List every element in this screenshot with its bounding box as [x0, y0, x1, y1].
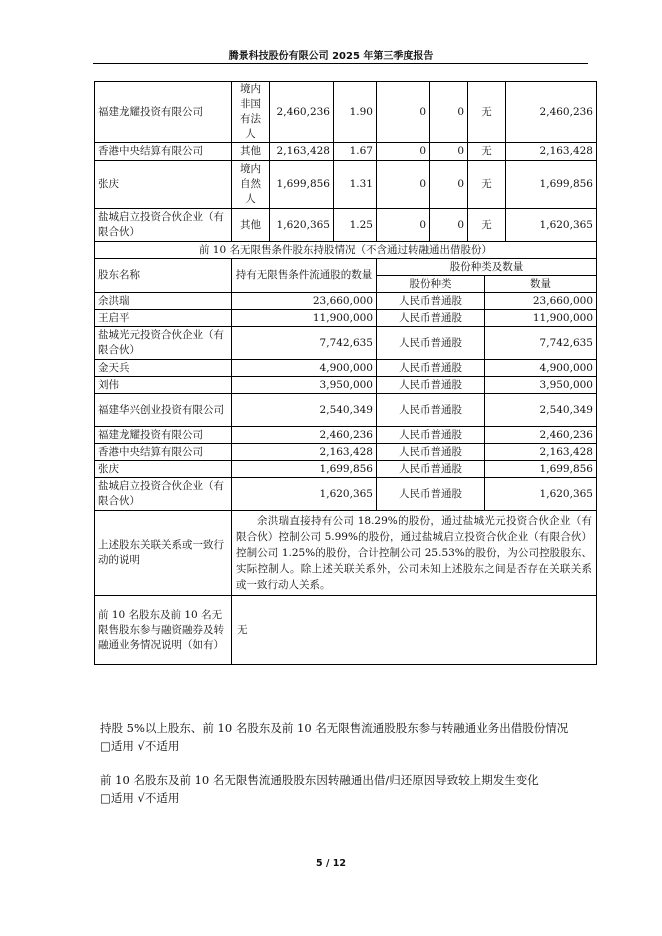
unrestricted-type-qty: 1,699,856 — [485, 461, 597, 478]
unrestricted-row — [95, 310, 597, 327]
unrestricted-type: 人民币普通股 — [377, 377, 485, 394]
shareholder-table — [94, 81, 597, 665]
top10-shares: 2,163,428 — [270, 143, 334, 161]
unrestricted-name: 盐城光元投资合伙企业（有限合伙） — [95, 327, 232, 360]
unrestricted-type: 人民币普通股 — [377, 461, 485, 478]
top10-pledged: 0 — [430, 143, 468, 161]
unrestricted-qty: 3,950,000 — [232, 377, 377, 394]
top10-row — [95, 161, 597, 209]
unrestricted-qty: 23,660,000 — [232, 293, 377, 310]
unrestricted-type: 人民币普通股 — [377, 327, 485, 360]
unrestricted-qty: 2,540,349 — [232, 394, 377, 427]
top10-status-qty: 2,460,236 — [506, 82, 597, 143]
top10-name: 香港中央结算有限公司 — [95, 143, 232, 161]
margin-row — [95, 596, 597, 665]
unrestricted-type-qty: 3,950,000 — [485, 377, 597, 394]
unrestricted-name: 金天兵 — [95, 360, 232, 377]
unrestricted-qty: 1,620,365 — [232, 478, 377, 511]
top10-restricted: 0 — [377, 209, 430, 242]
unrestricted-type-qty: 4,900,000 — [485, 360, 597, 377]
top10-nature: 其他 — [232, 209, 270, 242]
unrestricted-name: 香港中央结算有限公司 — [95, 444, 232, 461]
col-header-type-qty: 数量 — [485, 276, 597, 293]
note-change-text: 前 10 名股东及前 10 名无限售流通股股东因转融通出借/归还原因导致较上期发生变化 — [100, 773, 539, 787]
top10-status-qty: 1,699,856 — [506, 161, 597, 209]
unrestricted-qty: 4,900,000 — [232, 360, 377, 377]
col-header-name: 股东名称 — [95, 259, 232, 293]
unrestricted-row — [95, 327, 597, 360]
unrestricted-name: 刘伟 — [95, 377, 232, 394]
unrestricted-type-qty: 23,660,000 — [485, 293, 597, 310]
relation-text: 余洪瑞直接持有公司 18.29%的股份，通过盐城光元投资合伙企业（有限合伙）控制公司 5.99%的股份，通过盐城启立投资合伙企业（有限合伙）控制公司 1.25%的股份，合计控制公司 25.53%的股份，为公司控股股东、实际控制人。除上述关联关系外，公司未知上述股东之间是否存在关联关系或一致行动人关系。 — [232, 511, 597, 596]
unrestricted-type: 人民币普通股 — [377, 427, 485, 444]
unrestricted-type-qty: 11,900,000 — [485, 310, 597, 327]
unrestricted-row — [95, 444, 597, 461]
relation-label: 上述股东关联关系或一致行动的说明 — [95, 511, 232, 596]
unrestricted-type-qty: 2,460,236 — [485, 427, 597, 444]
top10-pledged: 0 — [430, 161, 468, 209]
unrestricted-qty: 2,460,236 — [232, 427, 377, 444]
margin-value: 无 — [232, 596, 597, 665]
top10-status: 无 — [468, 209, 506, 242]
unrestricted-type: 人民币普通股 — [377, 293, 485, 310]
unrestricted-name: 盐城启立投资合伙企业（有限合伙） — [95, 478, 232, 511]
top10-status-qty: 2,163,428 — [506, 143, 597, 161]
unrestricted-name: 王启平 — [95, 310, 232, 327]
unrestricted-qty: 7,742,635 — [232, 327, 377, 360]
col-header-qty: 持有无限售条件流通股的数量 — [232, 259, 377, 293]
top10-name: 盐城启立投资合伙企业（有限合伙） — [95, 209, 232, 242]
top10-nature: 其他 — [232, 143, 270, 161]
top10-restricted: 0 — [377, 161, 430, 209]
top10-name: 福建龙耀投资有限公司 — [95, 82, 232, 143]
note-lending-text: 持股 5%以上股东、前 10 名股东及前 10 名无限售流通股股东参与转融通业务出借股份情况 — [100, 721, 569, 735]
unrestricted-type-qty: 2,163,428 — [485, 444, 597, 461]
top10-row — [95, 82, 597, 143]
top10-status: 无 — [468, 143, 506, 161]
top10-ratio: 1.31 — [334, 161, 377, 209]
unrestricted-section-title-row — [95, 242, 597, 259]
top10-ratio: 1.67 — [334, 143, 377, 161]
unrestricted-row — [95, 360, 597, 377]
unrestricted-type-qty: 7,742,635 — [485, 327, 597, 360]
unrestricted-qty: 1,699,856 — [232, 461, 377, 478]
unrestricted-row — [95, 377, 597, 394]
unrestricted-row — [95, 293, 597, 310]
unrestricted-row — [95, 427, 597, 444]
top10-row — [95, 143, 597, 161]
top10-ratio: 1.90 — [334, 82, 377, 143]
top10-row — [95, 209, 597, 242]
top10-pledged: 0 — [430, 82, 468, 143]
top10-shares: 2,460,236 — [270, 82, 334, 143]
top10-nature: 境内自然人 — [232, 161, 270, 209]
unrestricted-row — [95, 461, 597, 478]
top10-name: 张庆 — [95, 161, 232, 209]
unrestricted-name: 张庆 — [95, 461, 232, 478]
top10-shares: 1,699,856 — [270, 161, 334, 209]
unrestricted-qty: 11,900,000 — [232, 310, 377, 327]
top10-status-qty: 1,620,365 — [506, 209, 597, 242]
page-number: 5 / 12 — [316, 858, 346, 869]
unrestricted-type: 人民币普通股 — [377, 394, 485, 427]
unrestricted-header-row — [95, 259, 597, 276]
unrestricted-name: 福建龙耀投资有限公司 — [95, 427, 232, 444]
top10-pledged: 0 — [430, 209, 468, 242]
note-change-option: □适用 √不适用 — [100, 791, 180, 805]
col-header-type: 股份种类 — [377, 276, 485, 293]
unrestricted-type-qty: 2,540,349 — [485, 394, 597, 427]
note-change — [100, 771, 539, 807]
unrestricted-name: 余洪瑞 — [95, 293, 232, 310]
relation-row — [95, 511, 597, 596]
unrestricted-type-qty: 1,620,365 — [485, 478, 597, 511]
unrestricted-type: 人民币普通股 — [377, 360, 485, 377]
top10-status: 无 — [468, 82, 506, 143]
unrestricted-type: 人民币普通股 — [377, 310, 485, 327]
unrestricted-row — [95, 478, 597, 511]
top10-restricted: 0 — [377, 143, 430, 161]
unrestricted-qty: 2,163,428 — [232, 444, 377, 461]
top10-status: 无 — [468, 161, 506, 209]
unrestricted-type: 人民币普通股 — [377, 444, 485, 461]
page-header: 腾景科技股份有限公司 2025 年第三季度报告 — [228, 51, 434, 62]
note-lending — [100, 719, 568, 755]
top10-ratio: 1.25 — [334, 209, 377, 242]
top10-nature: 境内非国有法人 — [232, 82, 270, 143]
unrestricted-type: 人民币普通股 — [377, 478, 485, 511]
margin-label: 前 10 名股东及前 10 名无限售股东参与融资融券及转融通业务情况说明（如有） — [95, 596, 232, 665]
top10-restricted: 0 — [377, 82, 430, 143]
unrestricted-row — [95, 394, 597, 427]
unrestricted-section-title: 前 10 名无限售条件股东持股情况（不含通过转融通出借股份） — [95, 242, 597, 259]
col-header-type-group: 股份种类及数量 — [377, 259, 597, 276]
header-divider — [93, 63, 588, 64]
top10-shares: 1,620,365 — [270, 209, 334, 242]
unrestricted-name: 福建华兴创业投资有限公司 — [95, 394, 232, 427]
note-lending-option: □适用 √不适用 — [100, 739, 180, 753]
